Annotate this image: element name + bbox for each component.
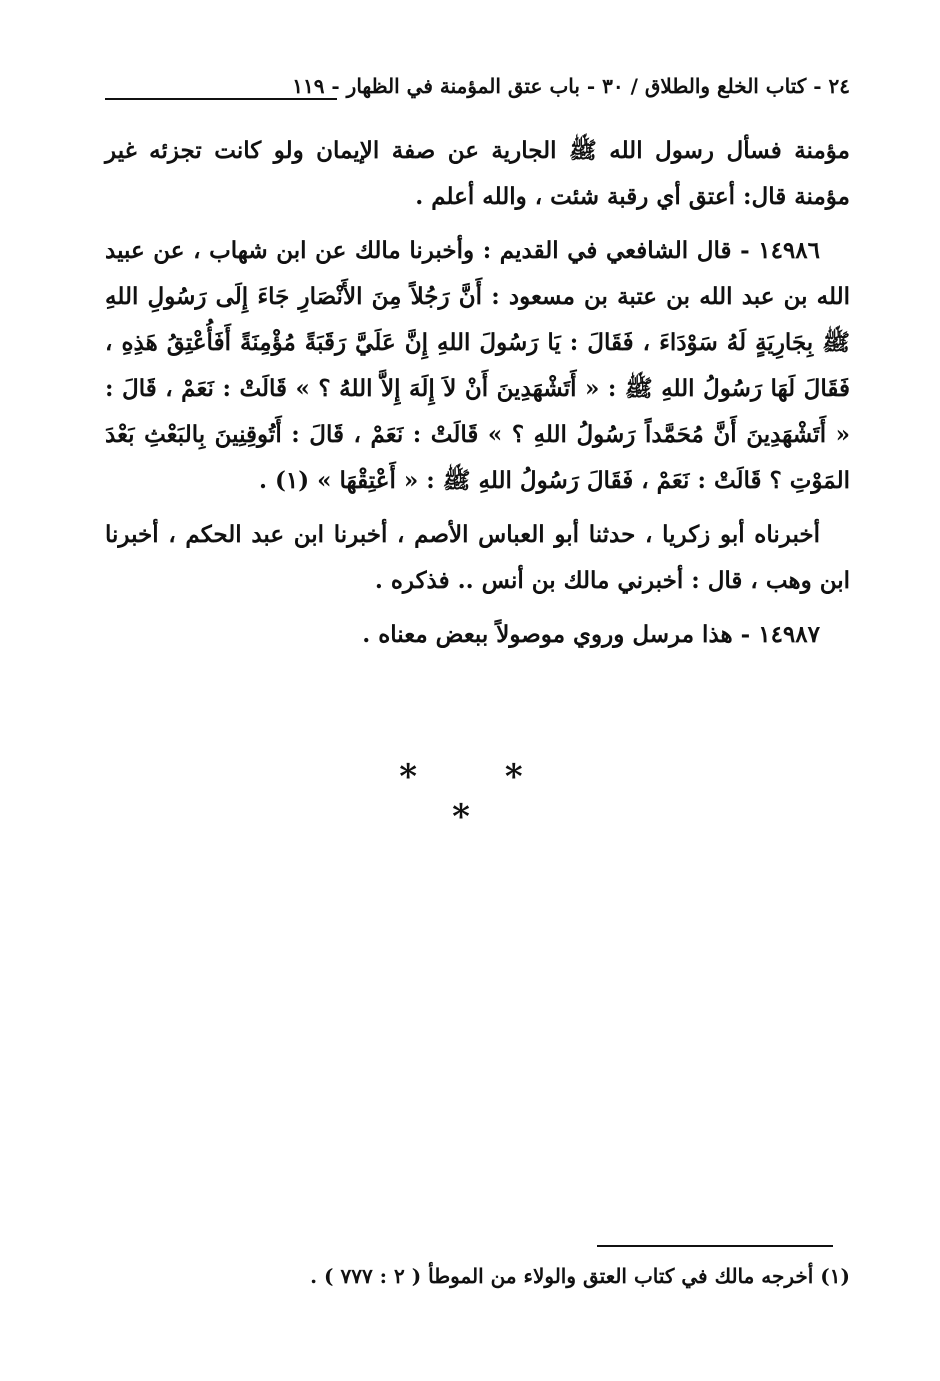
main-text <box>105 128 850 666</box>
paragraph-14987: ١٤٩٨٧ - هذا مرسل وروي موصولاً ببعض معناه . <box>362 621 820 648</box>
footnote-rule <box>597 1245 833 1247</box>
paragraph-continuation: مؤمنة فسأل رسول الله ﷺ الجارية عن صفة الإيمان ولو كانت تجزئه غير مؤمنة قال: أعتق أي رقبة شئت ، والله أعلم . <box>105 137 850 210</box>
paragraph-14986: ١٤٩٨٦ - قال الشافعي في القديم : وأخبرنا مالك عن ابن شهاب ، عن عبيد الله بن عبد الله بن عتبة بن مسعود : أَنَّ رَجُلاً مِنَ الأَنْصَارِ جَاءَ إِلَى رَسُولِ اللهِ ﷺ بِجَارِيَةٍ لَهُ سَوْدَاءَ ، فَقَالَ : يَا رَسُولَ اللهِ إِنَّ عَلَيَّ رَقَبَةً مُؤْمِنَةً أَفَأُعْتِقُ هَذِهِ ، فَقَالَ لَهَا رَسُولُ اللهِ ﷺ : « أَتَشْهَدِينَ أَنْ لاَ إِلَهَ إِلاَّ اللهُ ؟ » قَالَتْ : نَعَمْ ، قَالَ : « أَتَشْهَدِينَ أَنَّ مُحَمَّداً رَسُولُ اللهِ ؟ » قَالَتْ : نَعَمْ ، قَالَ : أَتُوقِنِينَ بِالبَعْثِ بَعْدَ المَوْتِ ؟ قَالَتْ : نَعَمْ ، فَقَالَ رَسُولُ اللهِ ﷺ : « أَعْتِقْهَا » (١) . <box>105 237 850 494</box>
header-rule <box>105 98 337 100</box>
page-header <box>105 74 850 104</box>
running-title: ٢٤ - كتاب الخلع والطلاق / ٣٠ - باب عتق المؤمنة في الظهار - ١١٩ <box>292 74 850 98</box>
section-separator: * * * <box>399 757 561 837</box>
footnote: (١) أخرجه مالك في كتاب العتق والولاء من الموطأ ( ٢ : ٧٧٧ ) . <box>310 1264 850 1288</box>
paragraph-isnad: أخبرناه أبو زكريا ، حدثنا أبو العباس الأصم ، أخبرنا ابن عبد الحكم ، أخبرنا ابن وهب ، قال : أخبرني مالك بن أنس .. فذكره . <box>105 521 850 594</box>
